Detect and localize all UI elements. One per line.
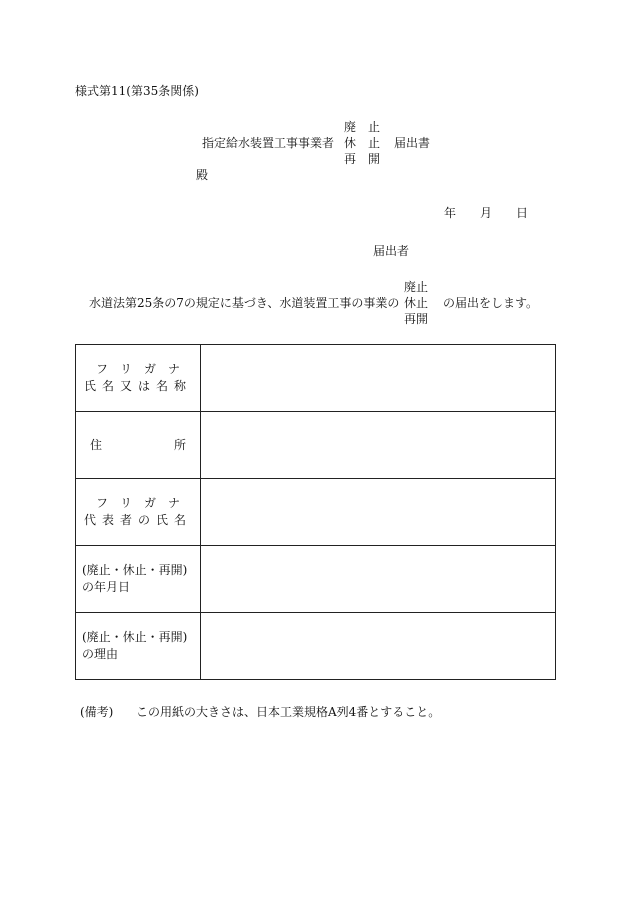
reason-label-line2: の理由 [82,647,119,661]
reason-field[interactable] [201,613,556,680]
statement-options [404,279,428,327]
date-label-cell [76,546,201,613]
effective-date-field[interactable] [201,546,556,613]
representative-label: 代表者の氏名 [83,513,192,527]
address-label-right: 所 [173,437,186,452]
title-option-abolish: 廃 止 [344,120,381,134]
table-row [76,345,556,412]
name-field[interactable] [201,345,556,412]
statement-option-suspend: 休止 [404,296,429,310]
title-option-suspend: 休 止 [344,136,381,150]
title-option-resume: 再 開 [344,152,381,166]
representative-field[interactable] [201,479,556,546]
remarks-label: (備考) [80,705,114,719]
name-label: 氏名又は名称 [83,379,192,393]
date-label-line1: (廃止・休止・再開) [82,563,188,577]
representative-label-cell [76,479,201,546]
address-label-left: 住 [90,437,103,452]
date-day: 日 [516,206,529,220]
date-year: 年 [444,206,457,220]
name-furigana-label: フ リ ガ ナ [95,362,180,376]
statement-suffix: の届出をします。 [443,296,539,310]
date-label-line2: の年月日 [82,580,131,594]
title-options [344,119,380,167]
reason-label-line1: (廃止・休止・再開) [82,630,188,644]
table-row [76,412,556,479]
statement-option-resume: 再開 [404,312,429,326]
date-month: 月 [480,206,493,220]
form-number: 様式第11(第35条関係) [75,84,199,98]
notifier-label: 届出者 [373,244,410,258]
title-suffix: 届出書 [394,136,431,150]
title-prefix: 指定給水装置工事事業者 [202,136,335,150]
reason-label-cell [76,613,201,680]
name-label-cell [76,345,201,412]
remarks-text: この用紙の大きさは、日本工業規格A列4番とすること。 [136,705,441,719]
representative-furigana-label: フ リ ガ ナ [95,496,180,510]
table-row [76,546,556,613]
statement-option-abolish: 廃止 [404,280,429,294]
notification-table [75,344,556,680]
statement-prefix: 水道法第25条の7の規定に基づき、水道装置工事の事業の [89,296,400,310]
table-row [76,613,556,680]
addressee-suffix: 殿 [196,168,209,182]
address-field[interactable] [201,412,556,479]
table-row [76,479,556,546]
address-label-cell [76,412,201,479]
